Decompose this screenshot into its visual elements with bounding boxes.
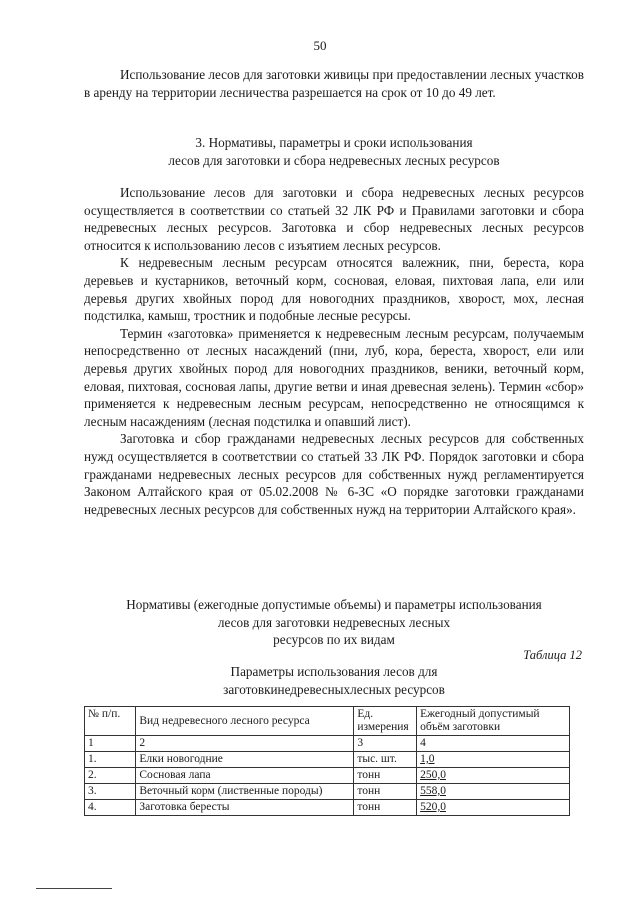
table-index-row <box>85 736 570 752</box>
header-resource-type: Вид недревесного лесного ресурса <box>136 707 354 736</box>
table-cell: 2 <box>136 736 354 752</box>
table-header-row <box>85 707 570 736</box>
table-cell: тонн <box>354 784 417 800</box>
table-cell: 1,0 <box>417 752 570 768</box>
normatives-heading-line2: лесов для заготовки недревесных лесных <box>217 614 451 630</box>
table-cell: Елки новогодние <box>136 752 354 768</box>
table-row <box>85 800 570 816</box>
table-cell: 1. <box>85 752 136 768</box>
section-heading-line2: лесов для заготовки и сбора недревесных лесных ресурсов <box>168 152 500 168</box>
header-number: № п/п. <box>85 707 136 736</box>
body-text <box>84 184 584 518</box>
table-row <box>85 784 570 800</box>
table-row <box>85 752 570 768</box>
paragraph: Использование лесов для заготовки и сбора недревесных лесных ресурсов осуществляется в соответствии со статьей 32 ЛК РФ и Правилами заготовки и сбора недревесных лесных ресурсов. Заготовка и сбор недревесных лесных ресурсов относится к использованию лесов с изъятием лесных ресурсов. <box>84 185 584 253</box>
normatives-heading-line1: Нормативы (ежегодные допустимые объемы) и параметры использования <box>126 597 542 612</box>
section-heading-line1: 3. Нормативы, параметры и сроки использования <box>195 135 473 150</box>
table-cell: тыс. шт. <box>354 752 417 768</box>
table-cell: 3. <box>85 784 136 800</box>
resources-table <box>84 706 570 816</box>
table-cell: 3 <box>354 736 417 752</box>
table-cell: 520,0 <box>417 800 570 816</box>
table-title-line2: заготовкинедревесныхлесных ресурсов <box>223 681 445 697</box>
section-heading <box>84 134 584 169</box>
normatives-heading-line3: ресурсов по их видам <box>273 632 395 648</box>
table-cell: Веточный корм (лиственные породы) <box>136 784 354 800</box>
table-cell: 2. <box>85 768 136 784</box>
normatives-heading <box>70 596 598 649</box>
paragraph: Заготовка и сбор гражданами недревесных лесных ресурсов для собственных нужд осуществляется в соответствии со статьей 33 ЛК РФ. Порядок заготовки и сбора гражданами недревесных лесных ресурсов для собственных нужд регламентируется Законом Алтайского края от 05.02.2008 № 6-ЗС «О порядке заготовки гражданами недревесных лесных ресурсов для собственных нужд на территории Алтайского края». <box>84 431 584 517</box>
header-unit: Ед. измерения <box>354 707 417 736</box>
intro-block <box>84 66 584 101</box>
table-label: Таблица 12 <box>523 648 582 662</box>
table-title <box>84 663 584 698</box>
table-cell: 558,0 <box>417 784 570 800</box>
paragraph: К недревесным лесным ресурсам относятся валежник, пни, береста, кора деревьев и кустарников, веточный корм, сосновая, еловая, пихтовая лапа, ели или деревья других хвойных пород для новогодних праздников, хворост, мох, лесная подстилка, камыш, тростник и подобные лесные ресурсы. <box>84 255 584 324</box>
table-cell: 4. <box>85 800 136 816</box>
table-cell: 4 <box>417 736 570 752</box>
paragraph: Термин «заготовка» применяется к недревесным лесным ресурсам, получаемым непосредственно от лесных насаждений (пни, луб, кора, береста, хворост, ели или деревья других хвойных пород для новогодних праздников, веники, веточный корм, еловая, пихтовая, сосновая лапы, другие ветви и иная древесная зелень). Термин «сбор» применяется к недревесным лесным ресурсам, непосредственно не относящимся к лесным насаждениям (лесная подстилка и опавший лист). <box>84 325 584 429</box>
table-cell: 1 <box>85 736 136 752</box>
table-cell: тонн <box>354 800 417 816</box>
table-title-line1: Параметры использования лесов для <box>230 664 438 679</box>
table-cell: 250,0 <box>417 768 570 784</box>
table-cell: Сосновая лапа <box>136 768 354 784</box>
page-number: 50 <box>313 38 327 53</box>
table-row <box>85 768 570 784</box>
header-annual-volume: Ежегодный допустимый объём заготовки <box>417 707 570 736</box>
table-cell: тонн <box>354 768 417 784</box>
footnote-rule <box>36 888 112 889</box>
table-cell: Заготовка бересты <box>136 800 354 816</box>
intro-paragraph: Использование лесов для заготовки живицы при предоставлении лесных участков в аренду на территории лесничества разрешается на срок от 10 до 49 лет. <box>84 67 584 100</box>
